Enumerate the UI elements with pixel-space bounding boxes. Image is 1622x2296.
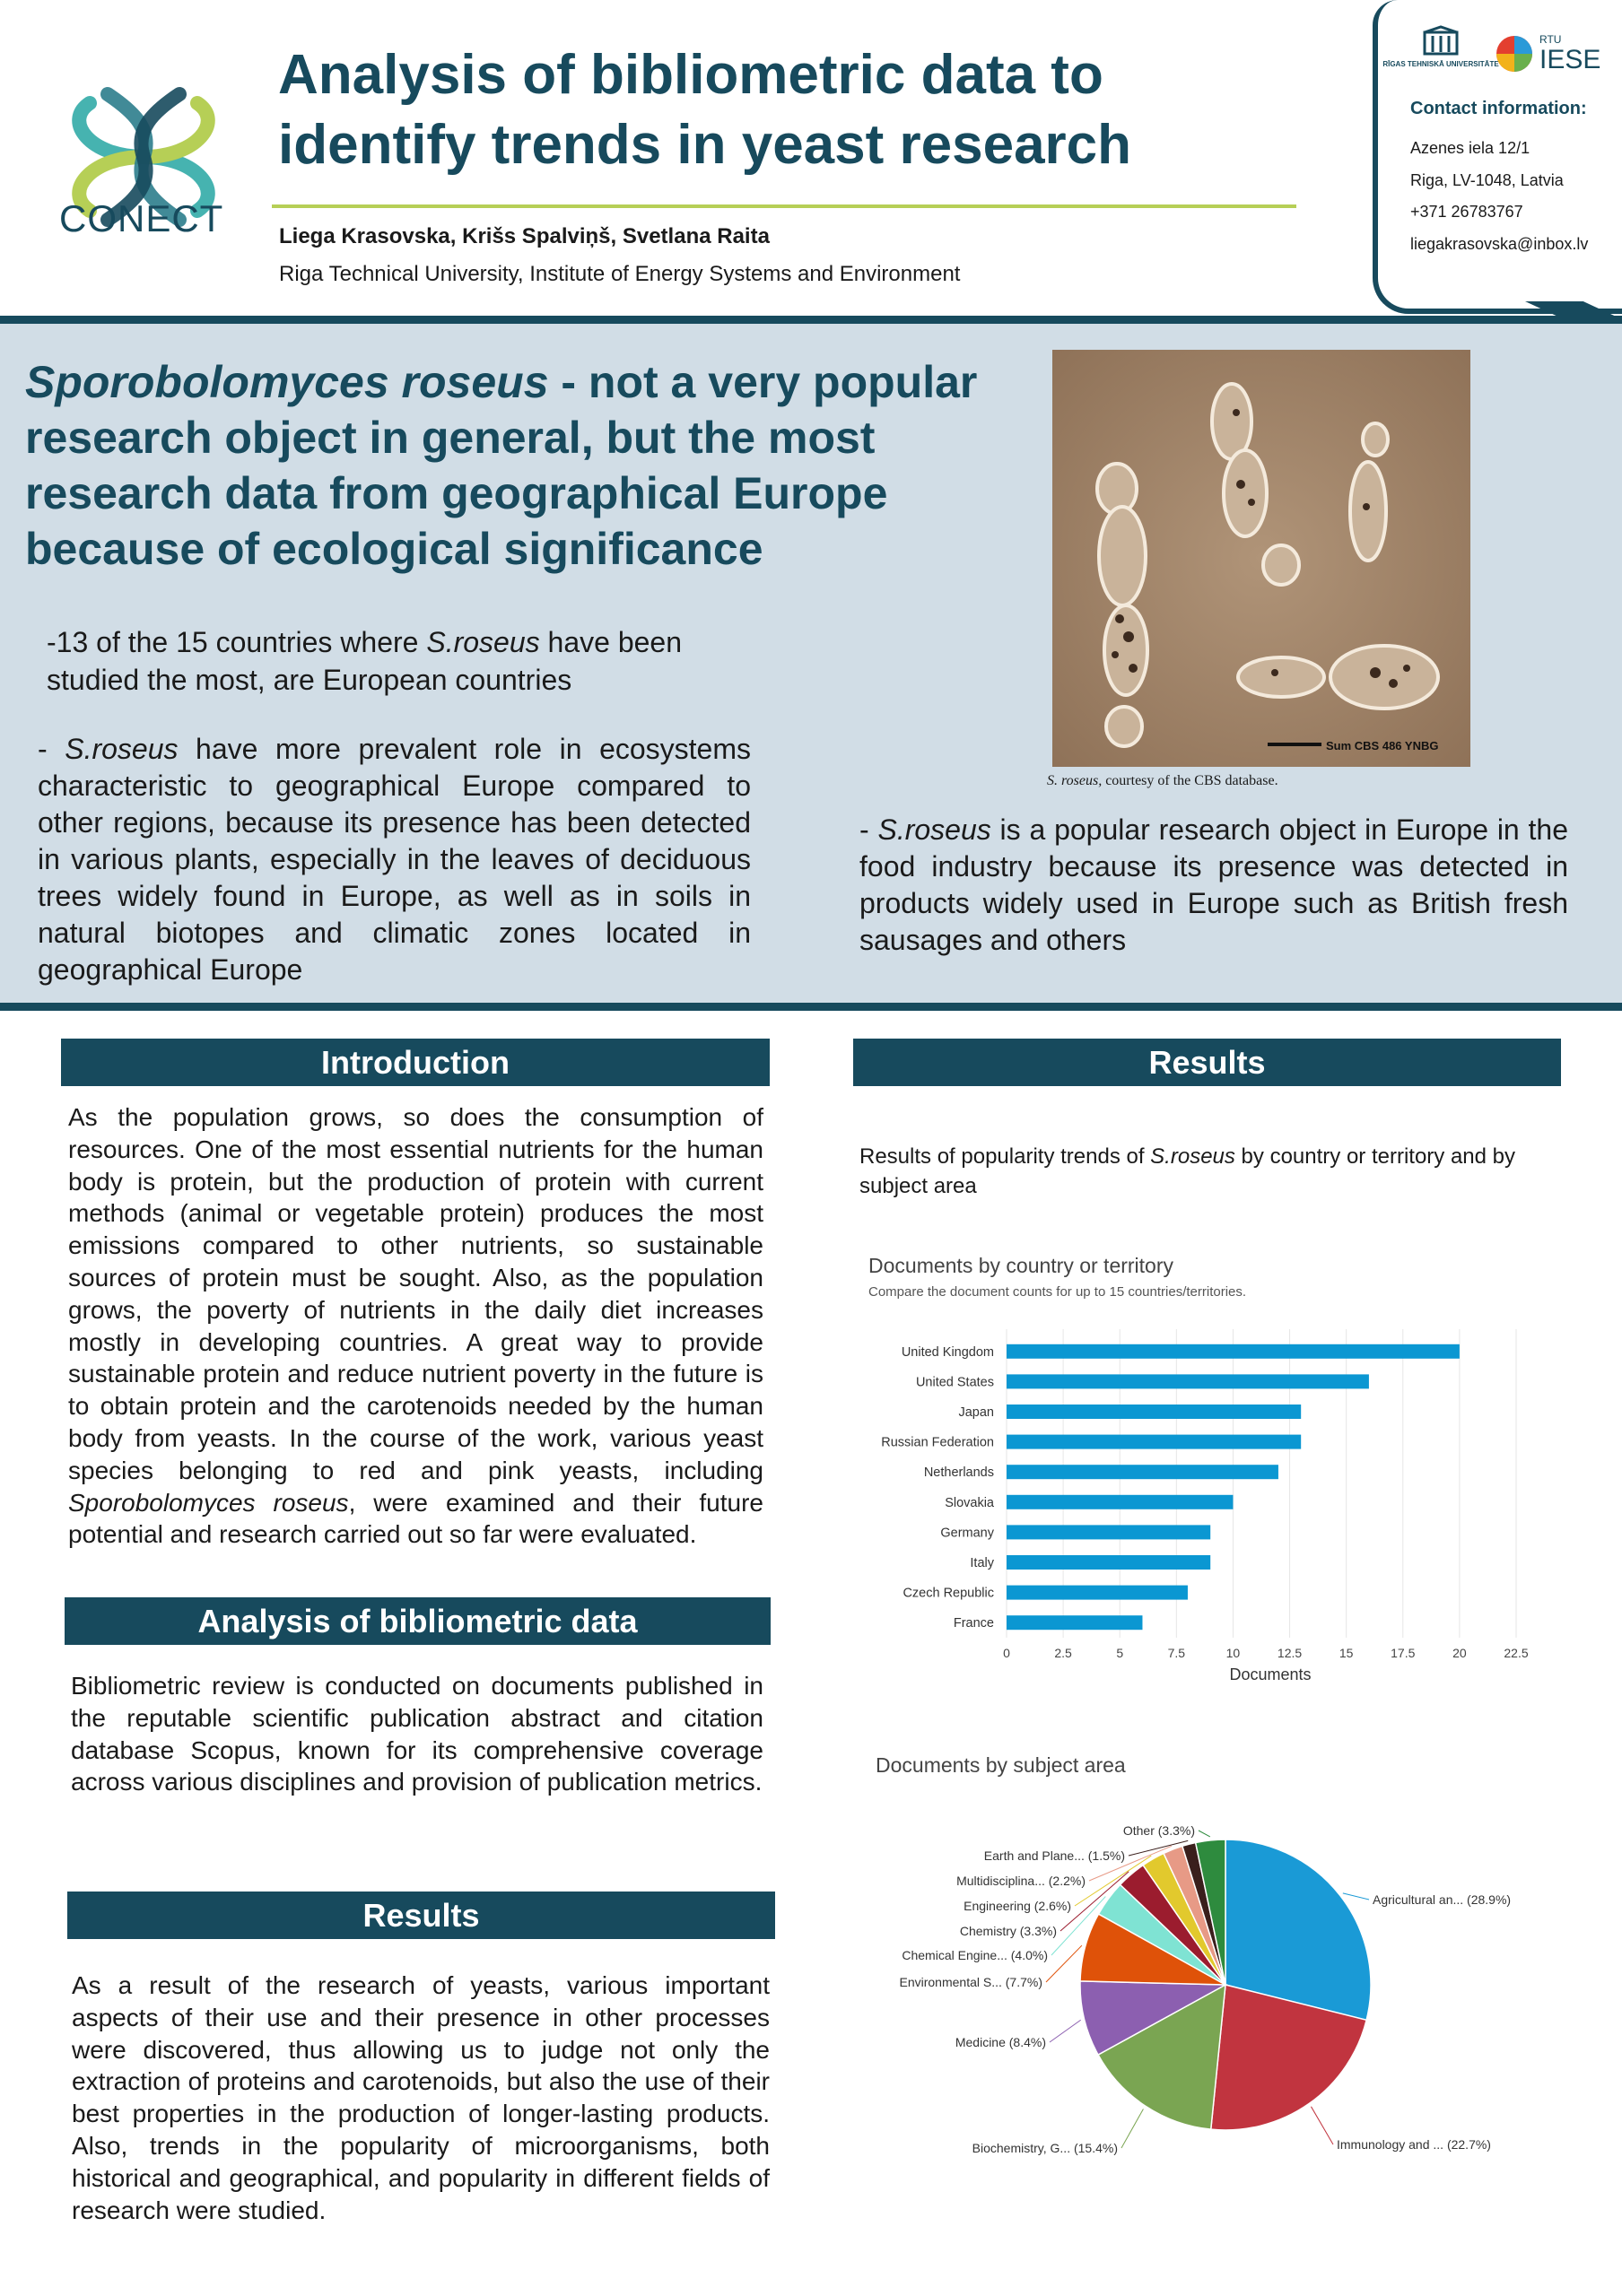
point2-text-b: have more prevalent role in ecosystems characteristic to geographical Europe compared to other regions, because its presence has been detected in various plants, especially in the leaves of deciduous trees widely found in Europe, as well as in soils in natural biotopes and climatic zones located in geographical Europe [38, 733, 752, 986]
point3-text-b: is a popular research object in Europe in the food industry because its presence was detected in products widely used in Europe such as British fresh sausages and others [859, 813, 1569, 956]
highlight-point-2 [38, 731, 751, 988]
intro-text-a: As the population grows, so does the consumption of resources. One of the most essential nutrients for the human body is protein, but the production of protein with current methods (animal or vegetable protein) produces the most emissions compared to other nutrients, so sustainable sources of protein must be sought. Also, as the population grows, the poverty of nutrients in the daily diet increases mostly in developing countries. A great way to provide sustainable protein and reduce nutrient poverty in the future is to obtain protein and the carotenoids needed by the human body from yeasts. In the course of the work, various yeast species belonging to red and pink yeasts, including [68, 1103, 763, 1484]
iese-label: IESE [1539, 45, 1601, 74]
category-label: United States [915, 1375, 994, 1390]
results-left-text: As a result of the research of yeasts, various important aspects of their use and their presence in other processes were discovered, thus allowing us to judge not only the extraction of proteins and carotenoids, but also the use of their best properties in the production of longer-lasting products. Also, trends in the popularity of microorganisms, both historical and geographical, and popularity in different fields of research were studied. [72, 1971, 770, 2224]
category-label: United Kingdom [901, 1344, 994, 1360]
category-label: France [953, 1616, 994, 1631]
bar[interactable] [1007, 1586, 1188, 1600]
pie-leader-line [1046, 1945, 1082, 1982]
bar[interactable] [1007, 1465, 1278, 1479]
category-label: Germany [940, 1526, 994, 1541]
category-label: Slovakia [945, 1495, 994, 1510]
bar[interactable] [1007, 1495, 1233, 1509]
bar[interactable] [1007, 1374, 1369, 1388]
title-divider [272, 204, 1296, 208]
pie-leader-line [1121, 2109, 1143, 2148]
pie-slice-label: Multidisciplina... (2.2%) [956, 1874, 1086, 1888]
bar[interactable] [1007, 1525, 1210, 1539]
results-intro-species: S.roseus [1150, 1144, 1235, 1169]
header-bar [0, 316, 1622, 324]
analysis-heading: Analysis of bibliometric data [65, 1597, 771, 1645]
pie-slice-label: Chemical Engine... (4.0%) [902, 1948, 1048, 1962]
results-right-heading: Results [853, 1039, 1561, 1086]
x-tick-label: 15 [1339, 1646, 1354, 1660]
point3-text-a: - [859, 813, 878, 846]
x-axis-label: Documents [1229, 1665, 1312, 1683]
category-label: Russian Federation [881, 1435, 994, 1450]
results-left-heading: Results [67, 1892, 775, 1939]
bar[interactable] [1007, 1555, 1210, 1570]
highlight-point-1 [47, 623, 764, 699]
headline-species: Sporobolomyces roseus [25, 357, 549, 407]
highlight-band-border [0, 1003, 1622, 1011]
pie-slice-label: Engineering (2.6%) [964, 1899, 1071, 1913]
point3-species: S.roseus [877, 813, 991, 846]
category-label: Czech Republic [903, 1586, 994, 1601]
bar-chart-title: Documents by country or territory [868, 1254, 1174, 1277]
contact-title: Contact information: [1410, 99, 1587, 118]
x-tick-label: 20 [1452, 1646, 1467, 1660]
documents-by-subject-chart [861, 1807, 1579, 2184]
authors: Liega Krasovska, Krišs Spalviņš, Svetlana Raita [279, 224, 770, 248]
results-intro-b: by country or territory and by subject area [859, 1144, 1516, 1198]
highlight-point-3 [859, 812, 1568, 959]
bar-chart-subtitle: Compare the document counts for up to 15 countries/territories. [868, 1284, 1247, 1300]
micrograph-scale-label: Sum CBS 486 YNBG [1326, 739, 1439, 752]
results-intro [859, 1142, 1541, 1201]
bar[interactable] [1007, 1435, 1301, 1449]
contact-email[interactable]: liegakrasovska@inbox.lv [1410, 235, 1589, 253]
point1-text-a: -13 of the 15 countries where [47, 626, 427, 658]
bar[interactable] [1007, 1344, 1460, 1359]
rtu-logo [1382, 27, 1499, 83]
pie-leader-line [1050, 2020, 1081, 2042]
highlight-headline [25, 354, 1039, 577]
category-label: Netherlands [923, 1465, 994, 1481]
contact-address: Azenes iela 12/1 [1410, 139, 1530, 157]
pie-slice-label: Immunology and ... (22.7%) [1337, 2137, 1491, 2152]
x-tick-label: 0 [1003, 1646, 1010, 1660]
pie-slice-label: Other (3.3%) [1122, 1823, 1195, 1838]
affiliation: Riga Technical University, Institute of Energy Systems and Environment [279, 262, 961, 286]
point1-species: S.roseus [426, 626, 540, 658]
headline-rest: - not a very popular research object in general, but the most research data from geographical Europe because of ecological significance [25, 357, 978, 574]
bar[interactable] [1007, 1615, 1142, 1630]
x-tick-label: 7.5 [1167, 1646, 1186, 1660]
pie-slice-label: Biochemistry, G... (15.4%) [972, 2141, 1118, 2155]
x-tick-label: 5 [1116, 1646, 1124, 1660]
pie-leader-line [1199, 1831, 1210, 1837]
analysis-text: Bibliometric review is conducted on documents published in the reputable scientific publication abstract and citation database Scopus, known for its comprehensive coverage across various disciplines and provision of publication metrics. [71, 1672, 763, 1796]
x-tick-label: 22.5 [1504, 1646, 1529, 1660]
pie-slice-label: Agricultural an... (28.9%) [1373, 1892, 1512, 1907]
pie-slice-label: Earth and Plane... (1.5%) [983, 1848, 1125, 1863]
x-tick-label: 10 [1225, 1646, 1241, 1660]
point1-text-b: have been studied the most, are European countries [47, 626, 682, 696]
poster-header [0, 0, 1622, 318]
point2-species: S.roseus [65, 733, 179, 765]
caption-rest: courtesy of the CBS database. [1102, 773, 1278, 788]
introduction-heading: Introduction [61, 1039, 770, 1086]
category-label: Japan [958, 1405, 994, 1420]
yeast-micrograph [1052, 350, 1470, 767]
intro-text-b: , were examined and their future potential and research carried out so far were evaluated. [68, 1488, 764, 1549]
pie-slice-label: Chemistry (3.3%) [959, 1924, 1057, 1938]
category-label: Italy [970, 1556, 994, 1570]
pie-leader-line [1311, 2107, 1333, 2144]
pie-chart-title: Documents by subject area [876, 1753, 1126, 1777]
intro-species: Sporobolomyces roseus [68, 1488, 349, 1517]
pie-slice-label: Medicine (8.4%) [955, 2035, 1046, 2049]
iese-logo [1495, 27, 1602, 81]
caption-species: S. roseus, [1047, 773, 1103, 788]
rtu-small-label: RTU [1539, 33, 1562, 46]
x-tick-label: 17.5 [1391, 1646, 1416, 1660]
rtu-logo-text: RĪGAS TEHNISKĀ UNIVERSITĀTE [1382, 60, 1499, 68]
pie-leader-line [1343, 1893, 1369, 1900]
documents-by-country-chart [861, 1318, 1543, 1686]
contact-box [1373, 0, 1622, 314]
conect-logo-text: CONECT [59, 197, 224, 239]
bar[interactable] [1007, 1405, 1301, 1419]
x-tick-label: 2.5 [1054, 1646, 1072, 1660]
poster-title: Analysis of bibliometric data to identify trends in yeast research [278, 44, 1132, 176]
results-intro-a: Results of popularity trends of [859, 1144, 1151, 1169]
introduction-text [68, 1101, 763, 1551]
contact-phone: +371 26783767 [1410, 203, 1523, 221]
pie-slice-label: Environmental S... (7.7%) [899, 1975, 1042, 1989]
point2-text-a: - [38, 733, 65, 765]
contact-city: Riga, LV-1048, Latvia [1410, 171, 1564, 189]
photo-caption [1047, 773, 1278, 789]
x-tick-label: 12.5 [1277, 1646, 1303, 1660]
